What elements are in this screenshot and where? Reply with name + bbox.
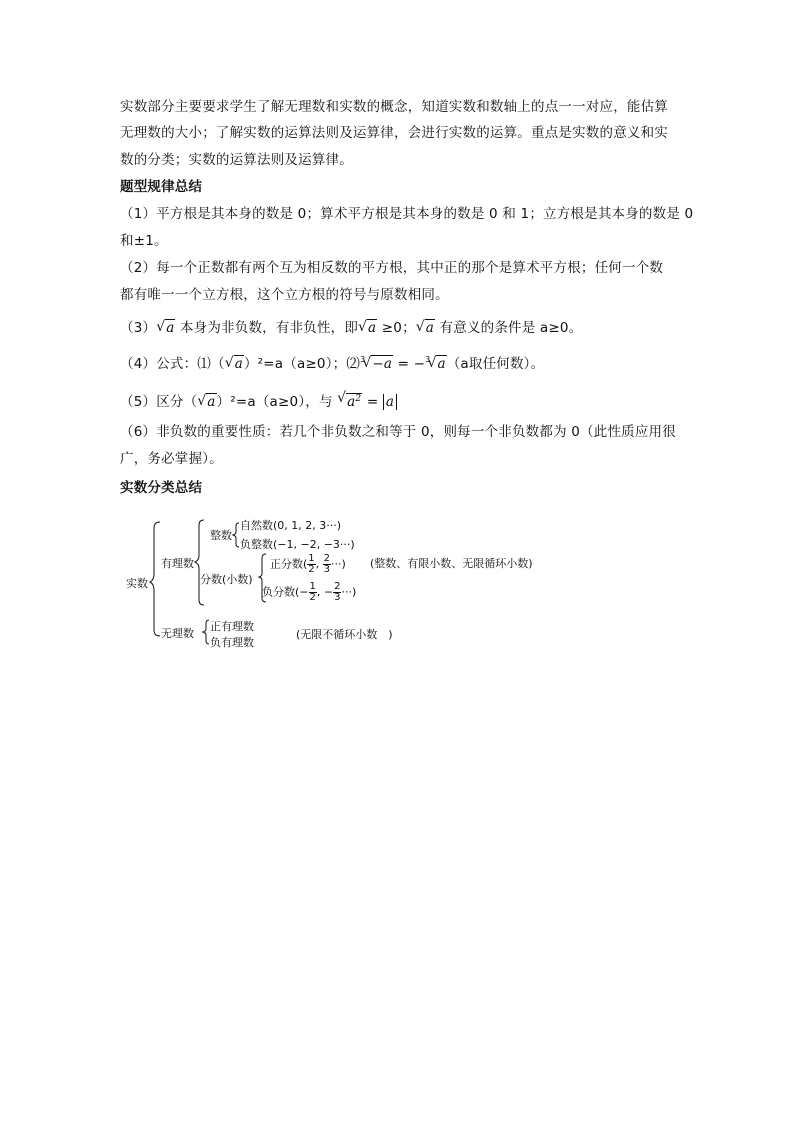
rule-5-text-1: ）²=a（a≥0），与 <box>216 394 338 410</box>
rule-3-text-2: ≥0； <box>377 320 416 336</box>
node-neg-integer: 负整数(−1, −2, −3···) <box>240 538 355 551</box>
node-neg-irrational: 负有理数 <box>210 636 254 649</box>
brace-rational <box>195 520 204 605</box>
rule-2-line-1: （2）每一个正数都有两个互为相反数的平方根，其中正的那个是算术平方根；任何一个数 <box>120 260 664 276</box>
section-title-classification: 实数分类总结 <box>120 480 203 496</box>
rule-3-text-3: 有意义的条件是 a≥0。 <box>435 320 583 336</box>
sqrt-a-symbol: √ a <box>358 317 377 339</box>
rule-5-eq: = <box>362 394 383 410</box>
node-pos-irrational: 正有理数 <box>210 620 254 633</box>
node-natural: 自然数(0, 1, 2, 3···) <box>240 519 342 532</box>
sqrt-a-symbol: √ a <box>156 317 175 339</box>
rule-3-text-1: 本身为非负数，有非负性，即 <box>175 320 359 336</box>
node-neg-fraction: 负分数(− $\frac{1}{2}$ , − $\frac{2}{3}$ ···) <box>262 581 357 603</box>
rule-5-prefix: （5）区分（ <box>120 394 198 410</box>
rule-5 <box>120 388 680 413</box>
node-rational-note: (整数、有限小数、无限循环小数) <box>370 557 533 570</box>
sqrt-a-symbol: √ a <box>197 391 216 413</box>
intro-line-1: 实数部分主要要求学生了解无理数和实数的概念，知道实数和数轴上的点一一对应，能估算 <box>120 99 668 115</box>
section-title-rules: 题型规律总结 <box>120 179 203 195</box>
rule-3-prefix: （3） <box>120 320 157 336</box>
rule-4-text-1: ）²=a（a≥0）；⑵ <box>243 356 361 372</box>
real-number-classification-tree <box>120 512 580 652</box>
rule-6-line-2: 广，务必掌握）。 <box>120 451 223 467</box>
rule-2-line-2: 都有唯一一个立方根，这个立方根的符号与原数相同。 <box>120 287 449 303</box>
node-integer: 整数 <box>210 529 232 542</box>
sqrt-a-symbol: √ a <box>225 353 244 375</box>
sqrt-a-squared: √ $a^2$ <box>337 388 362 413</box>
node-irrational: 无理数 <box>161 627 194 640</box>
rule-4-text-2: （a取任何数）。 <box>446 356 545 372</box>
rule-4 <box>120 349 680 375</box>
cube-root-index: 3 <box>360 355 366 364</box>
rule-1-line-1: （1）平方根是其本身的数是 0；算术平方根是其本身的数是 0 和 1；立方根是其本身的数是 0 <box>120 206 694 222</box>
cube-root-index: 3 <box>425 355 431 364</box>
node-irrational-note: (无限不循环小数 ) <box>296 628 393 641</box>
node-rational: 有理数 <box>161 557 194 570</box>
sqrt-a-symbol: √ a <box>416 317 435 339</box>
node-real: 实数 <box>126 577 148 590</box>
abs-a: a <box>383 394 397 410</box>
rule-3 <box>120 317 680 339</box>
intro-line-2: 无理数的大小；了解实数的运算法则及运算律，会进行实数的运算。重点是实数的意义和实 <box>120 125 668 141</box>
node-pos-fraction: 正分数( $\frac{1}{2}$ , $\frac{2}{3}$ ···) <box>270 553 346 575</box>
intro-line-3: 数的分类；实数的运算法则及运算律。 <box>120 152 353 168</box>
brace-irrational <box>203 620 209 644</box>
rule-4-eq: = − <box>393 356 426 372</box>
rule-1-line-2: 和±1。 <box>120 233 168 249</box>
brace-real <box>150 522 160 636</box>
cube-root-a: √ a <box>427 353 446 375</box>
brace-integer <box>233 523 239 547</box>
cube-root-neg-a: √ −a <box>362 353 393 375</box>
node-fraction: 分数(小数) <box>200 573 253 586</box>
rule-4-prefix: （4）公式：⑴（ <box>120 356 225 372</box>
rule-6-line-1: （6）非负数的重要性质：若几个非负数之和等于 0，则每一个非负数都为 0（此性质应用很 <box>120 424 676 440</box>
